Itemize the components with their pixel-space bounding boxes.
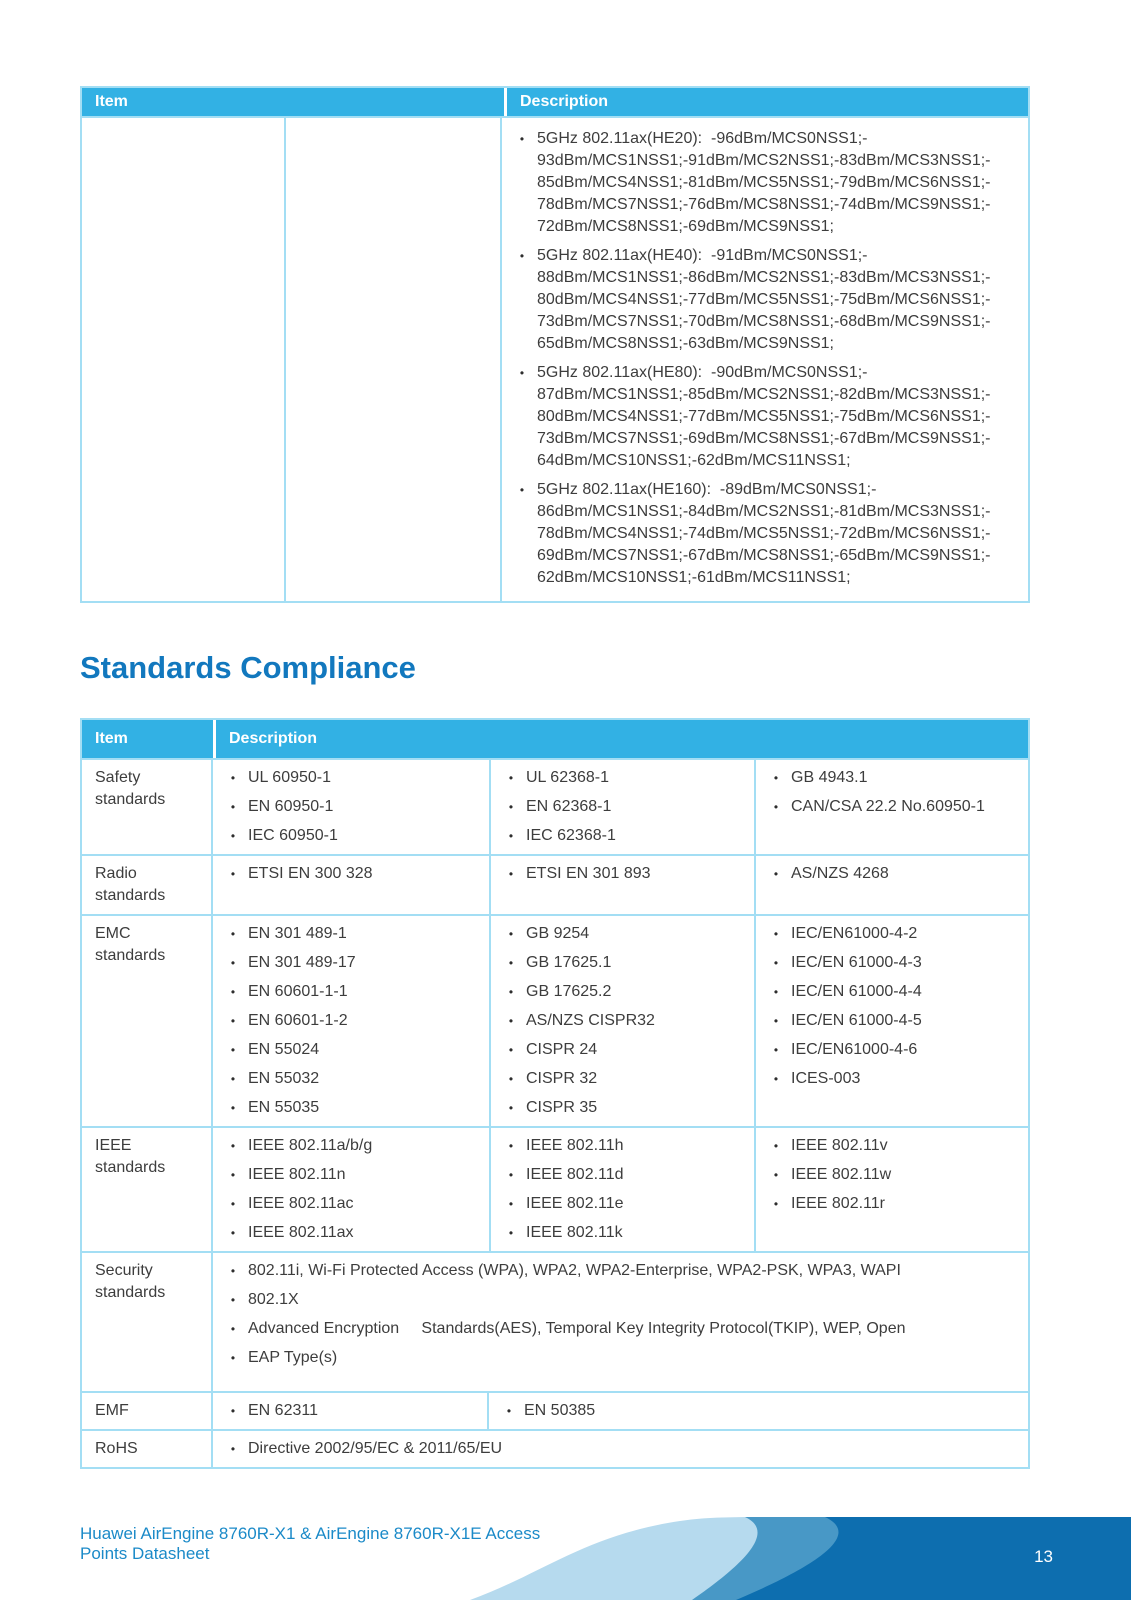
table1-header-description: Description — [504, 88, 1028, 116]
list-item: • IEEE 802.11v — [756, 1135, 1028, 1157]
row-cell — [491, 916, 756, 1126]
bullet-icon: • — [508, 1197, 514, 1211]
list-item: • EN 60601-1-2 — [213, 1010, 489, 1032]
footer-doc-title-line2: Points Datasheet — [80, 1544, 210, 1563]
list-item: • EN 301 489-1 — [213, 923, 489, 945]
list-item: • CISPR 24 — [491, 1039, 754, 1061]
list-item: • IEC/EN61000-4-2 — [756, 923, 1028, 945]
bullet-icon: • — [773, 1014, 779, 1028]
bullet-icon: • — [230, 985, 236, 999]
list-item: • EAP Type(s) — [213, 1347, 1028, 1369]
row-cell — [213, 760, 491, 854]
bullet-icon: • — [230, 1351, 236, 1365]
bullet-icon: • — [508, 800, 514, 814]
table-row — [82, 1251, 1028, 1391]
bullet-icon: • — [508, 956, 514, 970]
bullet-icon: • — [506, 1404, 512, 1418]
list-item: • IEEE 802.11k — [491, 1222, 754, 1244]
footer-doc-title — [80, 1524, 540, 1564]
bullet-icon: • — [508, 1072, 514, 1086]
bullet-icon: • — [230, 1404, 236, 1418]
bullet-icon: • — [230, 867, 236, 881]
list-item: • CISPR 32 — [491, 1068, 754, 1090]
bullet-icon: • — [230, 771, 236, 785]
row-cell — [756, 856, 1028, 914]
list-item: • AS/NZS 4268 — [756, 863, 1028, 885]
row-label: Security standards — [82, 1253, 213, 1391]
row-cell — [213, 1431, 1028, 1467]
standards-compliance-table — [80, 718, 1030, 1469]
list-item: • EN 55024 — [213, 1039, 489, 1061]
bullet-icon: • — [230, 1264, 236, 1278]
list-item: • 802.1X — [213, 1289, 1028, 1311]
list-item: • CISPR 35 — [491, 1097, 754, 1119]
list-item: • IEEE 802.11e — [491, 1193, 754, 1215]
bullet-icon: • — [519, 249, 525, 263]
list-item: • ICES-003 — [756, 1068, 1028, 1090]
row-label: EMC standards — [82, 916, 213, 1126]
list-item: • IEEE 802.11h — [491, 1135, 754, 1157]
table-row — [82, 914, 1028, 1126]
bullet-icon: • — [519, 132, 525, 146]
row-cell — [213, 1128, 491, 1251]
list-item: • IEC/EN61000-4-6 — [756, 1039, 1028, 1061]
bullet-icon: • — [508, 771, 514, 785]
list-item: • EN 301 489-17 — [213, 952, 489, 974]
bullet-icon: • — [773, 771, 779, 785]
row-label: Radio standards — [82, 856, 213, 914]
bullet-icon: • — [519, 483, 525, 497]
row-label: IEEE standards — [82, 1128, 213, 1251]
bullet-icon: • — [230, 1168, 236, 1182]
bullet-icon: • — [230, 927, 236, 941]
list-item — [502, 128, 1028, 238]
list-item — [502, 479, 1028, 589]
list-item: • GB 17625.2 — [491, 981, 754, 1003]
list-item: • ETSI EN 301 893 — [491, 863, 754, 885]
row-label: Safety standards — [82, 760, 213, 854]
list-item: • IEC 60950-1 — [213, 825, 489, 847]
bullet-icon: • — [773, 1072, 779, 1086]
section-heading: Standards Compliance — [80, 650, 416, 685]
bullet-icon: • — [508, 927, 514, 941]
table-row — [82, 758, 1028, 854]
list-item: • IEEE 802.11d — [491, 1164, 754, 1186]
bullet-icon: • — [508, 1101, 514, 1115]
list-item: • IEEE 802.11ax — [213, 1222, 489, 1244]
list-item — [502, 362, 1028, 472]
list-item: • EN 62311 — [213, 1400, 487, 1422]
table1-header-row — [82, 88, 1028, 116]
list-item: • EN 55032 — [213, 1068, 489, 1090]
row-cell — [213, 856, 491, 914]
bullet-icon: • — [519, 366, 525, 380]
list-item: • UL 60950-1 — [213, 767, 489, 789]
list-item: • EN 60601-1-1 — [213, 981, 489, 1003]
table2-header-item: Item — [95, 730, 128, 747]
bullet-icon: • — [773, 956, 779, 970]
list-item: • CAN/CSA 22.2 No.60950-1 — [756, 796, 1028, 818]
bullet-icon: • — [508, 1043, 514, 1057]
sensitivity-he20: 5GHz 802.11ax(HE20): -96dBm/MCS0NSS1;- 93dBm/MCS1NSS1;-91dBm/MCS2NSS1;-83dBm/MCS3NSS1;- 85dBm/MCS4NSS1;-81dBm/MCS5NSS1;-79dBm/MCS6NSS1;- 78dBm/MCS7NSS1;-76dBm/MCS8NSS1;-74dBm/MCS9NSS1;- 72dBm/MCS8NSS1;-69dBm/MCS9NSS1; — [537, 130, 991, 235]
bullet-icon: • — [230, 1442, 236, 1456]
bullet-icon: • — [230, 1197, 236, 1211]
bullet-icon: • — [773, 1043, 779, 1057]
bullet-icon: • — [508, 1226, 514, 1240]
bullet-icon: • — [230, 1043, 236, 1057]
list-item: • IEC 62368-1 — [491, 825, 754, 847]
table1-body-row — [82, 116, 1028, 601]
list-item: • IEC/EN 61000-4-3 — [756, 952, 1028, 974]
list-item: • AS/NZS CISPR32 — [491, 1010, 754, 1032]
bullet-icon: • — [508, 985, 514, 999]
table-row — [82, 854, 1028, 914]
table2-header-row — [82, 720, 1028, 758]
list-item: • EN 60950-1 — [213, 796, 489, 818]
bullet-icon: • — [508, 1168, 514, 1182]
list-item: • IEEE 802.11w — [756, 1164, 1028, 1186]
list-item: • EN 55035 — [213, 1097, 489, 1119]
row-label: EMF — [82, 1393, 213, 1429]
table-row — [82, 1391, 1028, 1429]
row-cell — [756, 1128, 1028, 1251]
table-row — [82, 1429, 1028, 1467]
list-item: • GB 17625.1 — [491, 952, 754, 974]
list-item: • IEC/EN 61000-4-4 — [756, 981, 1028, 1003]
row-cell — [213, 1393, 489, 1429]
row-cell — [756, 916, 1028, 1126]
table1-empty-subitem-cell — [286, 118, 502, 601]
bullet-icon: • — [230, 1072, 236, 1086]
list-item: • UL 62368-1 — [491, 767, 754, 789]
list-item: • ETSI EN 300 328 — [213, 863, 489, 885]
bullet-icon: • — [773, 1139, 779, 1153]
bullet-icon: • — [230, 1101, 236, 1115]
list-item: • IEEE 802.11a/b/g — [213, 1135, 489, 1157]
bullet-icon: • — [230, 1014, 236, 1028]
list-item: • IEEE 802.11r — [756, 1193, 1028, 1215]
bullet-icon: • — [773, 867, 779, 881]
table2-header-description: Description — [213, 720, 1028, 758]
bullet-icon: • — [508, 1139, 514, 1153]
bullet-icon: • — [230, 1322, 236, 1336]
list-item: • Advanced Encryption Standards(AES), Temporal Key Integrity Protocol(TKIP), WEP, Open — [213, 1318, 1028, 1340]
bullet-icon: • — [230, 1293, 236, 1307]
bullet-icon: • — [230, 1226, 236, 1240]
list-item: • Directive 2002/95/EC & 2011/65/EU — [213, 1438, 1028, 1460]
bullet-icon: • — [230, 800, 236, 814]
row-cell — [491, 856, 756, 914]
table-row — [82, 1126, 1028, 1251]
bullet-icon: • — [508, 1014, 514, 1028]
list-item: • EN 50385 — [489, 1400, 1028, 1422]
sensitivity-he40: 5GHz 802.11ax(HE40): -91dBm/MCS0NSS1;- 88dBm/MCS1NSS1;-86dBm/MCS2NSS1;-83dBm/MCS3NSS1;- 80dBm/MCS4NSS1;-77dBm/MCS5NSS1;-75dBm/MCS6NSS1;- 73dBm/MCS7NSS1;-70dBm/MCS8NSS1;-68dBm/MCS9NSS1;- 65dBm/MCS8NSS1;-63dBm/MCS9NSS1; — [537, 247, 991, 352]
table1-empty-item-cell — [82, 118, 286, 601]
list-item: • GB 9254 — [491, 923, 754, 945]
table1-header-item: Item — [95, 93, 128, 110]
bullet-icon: • — [230, 956, 236, 970]
list-item: • GB 4943.1 — [756, 767, 1028, 789]
bullet-icon: • — [773, 1168, 779, 1182]
row-cell — [213, 916, 491, 1126]
sensitivity-he80: 5GHz 802.11ax(HE80): -90dBm/MCS0NSS1;- 87dBm/MCS1NSS1;-85dBm/MCS2NSS1;-82dBm/MCS3NSS1;- 80dBm/MCS4NSS1;-77dBm/MCS5NSS1;-75dBm/MCS6NSS1;- 73dBm/MCS7NSS1;-69dBm/MCS8NSS1;-67dBm/MCS9NSS1;- 64dBm/MCS10NSS1;-62dBm/MCS11NSS1; — [537, 364, 991, 469]
bullet-icon: • — [230, 829, 236, 843]
bullet-icon: • — [773, 1197, 779, 1211]
row-cell — [491, 760, 756, 854]
row-cell — [213, 1253, 1028, 1391]
list-item: • IEEE 802.11n — [213, 1164, 489, 1186]
bullet-icon: • — [773, 985, 779, 999]
list-item: • IEEE 802.11ac — [213, 1193, 489, 1215]
sensitivity-table — [80, 86, 1030, 603]
row-cell — [489, 1393, 1028, 1429]
list-item: • 802.11i, Wi-Fi Protected Access (WPA), WPA2, WPA2-Enterprise, WPA2-PSK, WPA3, WAPI — [213, 1260, 1028, 1282]
bullet-icon: • — [508, 829, 514, 843]
bullet-icon: • — [773, 800, 779, 814]
sensitivity-he160: 5GHz 802.11ax(HE160): -89dBm/MCS0NSS1;- 86dBm/MCS1NSS1;-84dBm/MCS2NSS1;-81dBm/MCS3NSS1;- 78dBm/MCS4NSS1;-74dBm/MCS5NSS1;-72dBm/MCS6NSS1;- 69dBm/MCS7NSS1;-67dBm/MCS8NSS1;-65dBm/MCS9NSS1;- 62dBm/MCS10NSS1;-61dBm/MCS11NSS1; — [537, 481, 991, 586]
footer-doc-title-line1: Huawei AirEngine 8760R-X1 & AirEngine 8760R-X1E Access — [80, 1524, 541, 1543]
table1-description-cell — [502, 118, 1028, 601]
row-cell — [756, 760, 1028, 854]
row-label: RoHS — [82, 1431, 213, 1467]
bullet-icon: • — [773, 927, 779, 941]
list-item: • IEC/EN 61000-4-5 — [756, 1010, 1028, 1032]
row-cell — [491, 1128, 756, 1251]
list-item: • EN 62368-1 — [491, 796, 754, 818]
bullet-icon: • — [230, 1139, 236, 1153]
list-item — [502, 245, 1028, 355]
bullet-icon: • — [508, 867, 514, 881]
page-number: 13 — [1034, 1547, 1053, 1566]
